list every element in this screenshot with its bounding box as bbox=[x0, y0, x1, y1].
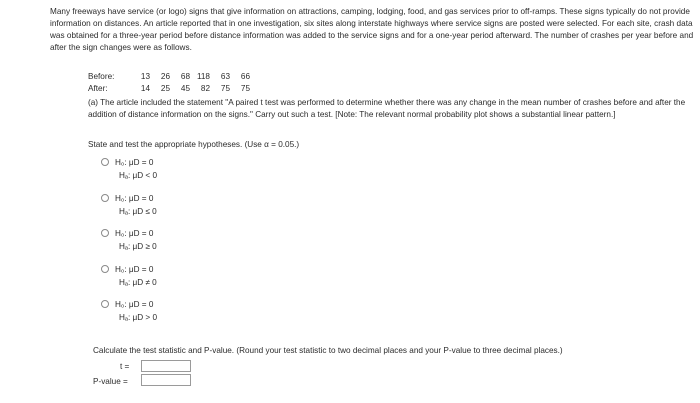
calculate-prompt: Calculate the test statistic and P-value. (Round your test statistic to two decimal places and your P-value to three decimal places.) bbox=[93, 346, 563, 355]
p-value-label: P-value = bbox=[93, 377, 128, 386]
before-label: Before: bbox=[88, 72, 115, 81]
radio-button[interactable] bbox=[101, 265, 109, 273]
crash-data-table bbox=[88, 71, 252, 95]
null-hypothesis: H₀: μD = 0 bbox=[115, 265, 154, 274]
after-value: 75 bbox=[240, 84, 250, 93]
after-value: 45 bbox=[180, 84, 190, 93]
alternative-hypothesis: Hₐ: μD ≥ 0 bbox=[119, 242, 157, 251]
null-hypothesis: H₀: μD = 0 bbox=[115, 229, 154, 238]
alternative-hypothesis: Hₐ: μD < 0 bbox=[119, 171, 158, 180]
part-a-text: (a) The article included the statement "A paired t test was performed to determine whether there was any change in the mean number of crashes before and after the addition of distance information on the signs." Carry out such a test. [Note: The relevant normal probability plot shows a substantial linear pattern.] bbox=[88, 98, 686, 119]
before-value: 66 bbox=[240, 72, 250, 81]
after-value: 75 bbox=[220, 84, 230, 93]
radio-button[interactable] bbox=[101, 300, 109, 308]
t-stat-input[interactable] bbox=[141, 360, 191, 372]
part-a bbox=[88, 97, 698, 121]
null-hypothesis: H₀: μD = 0 bbox=[115, 194, 154, 203]
radio-button[interactable] bbox=[101, 158, 109, 166]
radio-button[interactable] bbox=[101, 229, 109, 237]
after-label: After: bbox=[88, 84, 108, 93]
alternative-hypothesis: Hₐ: μD > 0 bbox=[119, 313, 158, 322]
radio-button[interactable] bbox=[101, 194, 109, 202]
null-hypothesis: H₀: μD = 0 bbox=[115, 158, 154, 167]
t-stat-label: t = bbox=[120, 362, 130, 371]
alternative-hypothesis: Hₐ: μD ≠ 0 bbox=[119, 278, 157, 287]
p-value-input[interactable] bbox=[141, 374, 191, 386]
null-hypothesis: H₀: μD = 0 bbox=[115, 300, 154, 309]
before-value: 118 bbox=[196, 72, 210, 81]
problem-intro bbox=[50, 6, 696, 54]
before-value: 68 bbox=[180, 72, 190, 81]
intro-text: Many freeways have service (or logo) signs that give information on attractions, camping, lodging, food, and gas services prior to off-ramps. These signs typically do not provide information on distances. An article reported that in one investigation, six sites along interstate highways where service signs are posted were selected. For each site, crash data was obtained for a three-year period before distance information was added to the service signs and for a one-year period afterward. The number of crashes per year before and after the sign changes were as follows. bbox=[50, 7, 694, 53]
after-value: 14 bbox=[140, 84, 150, 93]
after-value: 82 bbox=[200, 84, 210, 93]
before-row bbox=[88, 71, 252, 83]
after-value: 25 bbox=[160, 84, 170, 93]
before-value: 26 bbox=[160, 72, 170, 81]
before-value: 63 bbox=[220, 72, 230, 81]
after-row bbox=[88, 83, 252, 95]
hypotheses-prompt: State and test the appropriate hypotheses. (Use α = 0.05.) bbox=[88, 140, 300, 149]
alternative-hypothesis: Hₐ: μD ≤ 0 bbox=[119, 207, 157, 216]
before-value: 13 bbox=[140, 72, 150, 81]
